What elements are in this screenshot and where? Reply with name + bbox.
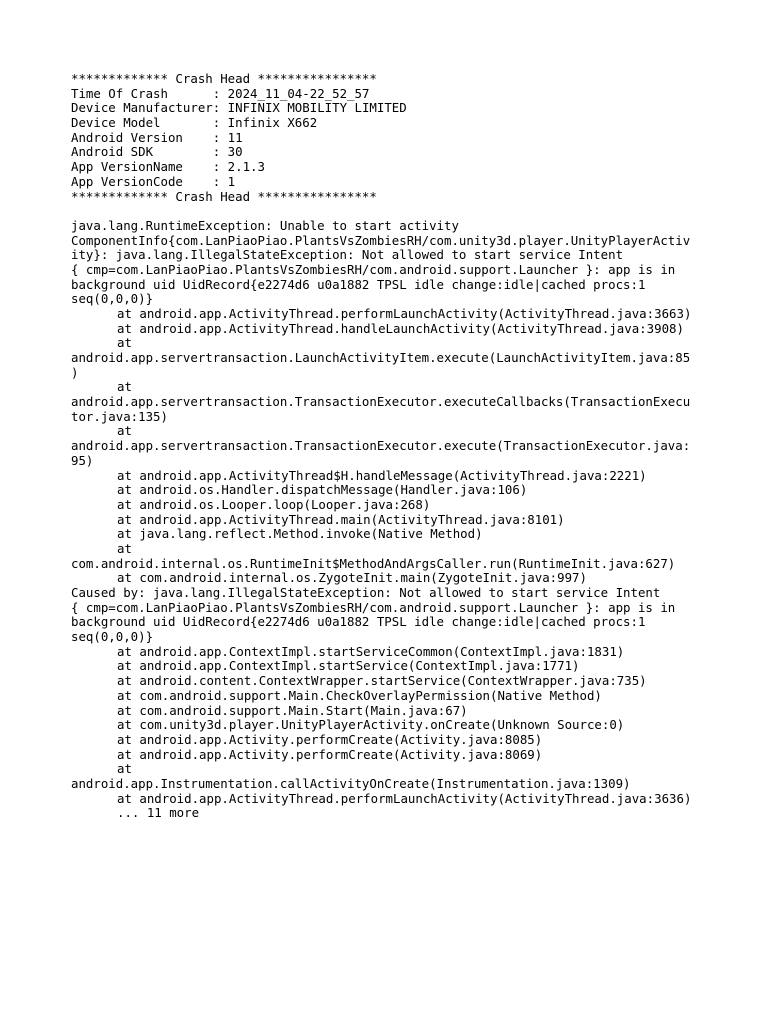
exception-line: java.lang.RuntimeException: Unable to start activity bbox=[71, 217, 459, 233]
stack-frame-line: at android.app.ActivityThread$H.handleMessage(ActivityThread.java:2221) bbox=[117, 467, 647, 483]
field-value: Infinix X662 bbox=[227, 115, 318, 131]
field-label: Android Version bbox=[71, 129, 213, 145]
stack-frame-line: at bbox=[117, 540, 132, 556]
caused-by-message bbox=[71, 586, 711, 645]
stack-frame-line: at com.android.support.Main.CheckOverlayPermission(Native Method) bbox=[117, 687, 602, 703]
field-label: Android SDK bbox=[71, 144, 213, 160]
field-separator: : bbox=[212, 129, 228, 145]
stack-trace-section bbox=[71, 219, 711, 821]
stack-frame-line: at android.app.ActivityThread.performLaunchActivity(ActivityThread.java:3663) bbox=[117, 305, 692, 321]
stack-frame-line: at bbox=[117, 423, 132, 439]
crash-head-field bbox=[71, 87, 711, 102]
exception-message bbox=[71, 219, 711, 307]
stack-frame-line: tor.java:135) bbox=[71, 408, 168, 424]
stack-frame-line: at android.app.ContextImpl.startServiceCommon(ContextImpl.java:1831) bbox=[117, 643, 625, 659]
exception-line: { cmp=com.LanPiaoPiao.PlantsVsZombiesRH/com.android.support.Launcher }: app is in bbox=[71, 261, 676, 277]
field-label: Device Manufacturer bbox=[71, 100, 213, 116]
field-separator: : bbox=[212, 100, 228, 116]
field-value: 11 bbox=[227, 129, 243, 145]
stack-frame-line: android.app.Instrumentation.callActivityOnCreate(Instrumentation.java:1309) bbox=[71, 775, 631, 791]
field-separator: : bbox=[212, 144, 228, 160]
stack-frame-line: at com.android.internal.os.ZygoteInit.main(ZygoteInit.java:997) bbox=[117, 570, 587, 586]
stack-frame-line: android.app.servertransaction.TransactionExecutor.execute(TransactionExecutor.java: bbox=[71, 438, 691, 454]
exception-line: seq(0,0,0)} bbox=[71, 291, 154, 307]
field-separator: : bbox=[212, 85, 228, 101]
crash-head-fields bbox=[71, 87, 711, 190]
field-value: 2.1.3 bbox=[227, 159, 265, 175]
stack-frame-line: at android.os.Looper.loop(Looper.java:268) bbox=[117, 496, 431, 512]
stack-frame-line: com.android.internal.os.RuntimeInit$MethodAndArgsCaller.run(RuntimeInit.java:627) bbox=[71, 555, 676, 571]
stack-frame-line: android.app.servertransaction.TransactionExecutor.executeCallbacks(TransactionExecu bbox=[71, 394, 691, 410]
stack-frame-line: at android.app.ActivityThread.performLaunchActivity(ActivityThread.java:3636) bbox=[117, 790, 692, 806]
stack-frame-line: at android.os.Handler.dispatchMessage(Handler.java:106) bbox=[117, 482, 528, 498]
caused-by-line: seq(0,0,0)} bbox=[71, 629, 154, 645]
crash-head-field bbox=[71, 175, 711, 190]
stack-frame-line: at android.app.ActivityThread.main(ActivityThread.java:8101) bbox=[117, 511, 565, 527]
stack-frame-line: ) bbox=[71, 364, 79, 380]
stack-frame-line: at bbox=[117, 379, 132, 395]
exception-line: ity}: java.lang.IllegalStateException: Not allowed to start service Intent bbox=[71, 247, 624, 263]
field-value: INFINIX MOBILITY LIMITED bbox=[227, 100, 407, 116]
stack-frame-line: at android.app.ActivityThread.handleLaunchActivity(ActivityThread.java:3908) bbox=[117, 320, 684, 336]
field-label: Device Model bbox=[71, 115, 213, 131]
field-label: Time Of Crash bbox=[71, 85, 213, 101]
crash-head-field bbox=[71, 160, 711, 175]
crash-head-field bbox=[71, 116, 711, 131]
crash-head-section bbox=[71, 72, 711, 204]
field-separator: : bbox=[212, 115, 228, 131]
field-separator: : bbox=[212, 173, 228, 189]
field-separator: : bbox=[212, 159, 228, 175]
field-label: App VersionCode bbox=[71, 173, 213, 189]
field-value: 1 bbox=[227, 173, 236, 189]
stack-frames-primary bbox=[71, 307, 711, 586]
stack-frame-line: at bbox=[117, 761, 132, 777]
exception-line: ComponentInfo{com.LanPiaoPiao.PlantsVsZombiesRH/com.unity3d.player.UnityPlayerActiv bbox=[71, 232, 691, 248]
crash-head-field bbox=[71, 101, 711, 116]
crash-log-document bbox=[71, 72, 711, 821]
stack-frame-line: at android.app.Activity.performCreate(Activity.java:8069) bbox=[117, 746, 543, 762]
stack-frame-line: ... 11 more bbox=[117, 805, 200, 821]
stack-frame-line: android.app.servertransaction.LaunchActivityItem.execute(LaunchActivityItem.java:85 bbox=[71, 350, 691, 366]
stack-frame-line: 95) bbox=[71, 452, 94, 468]
stack-frame-line: at android.content.ContextWrapper.startService(ContextWrapper.java:735) bbox=[117, 673, 647, 689]
crash-head-banner-bottom: ************* Crash Head **************** bbox=[71, 188, 377, 204]
exception-line: background uid UidRecord{e2274d6 u0a1882 TPSL idle change:idle|cached procs:1 bbox=[71, 276, 646, 292]
stack-frames-cause bbox=[71, 645, 711, 821]
section-spacer bbox=[71, 204, 711, 219]
stack-frame-line: at java.lang.reflect.Method.invoke(Native Method) bbox=[117, 526, 483, 542]
stack-frame-line: at com.android.support.Main.Start(Main.java:67) bbox=[117, 702, 468, 718]
field-label: App VersionName bbox=[71, 159, 213, 175]
caused-by-line: { cmp=com.LanPiaoPiao.PlantsVsZombiesRH/com.android.support.Launcher }: app is in bbox=[71, 599, 676, 615]
field-value: 30 bbox=[227, 144, 243, 160]
field-value: 2024_11_04-22_52_57 bbox=[227, 85, 370, 101]
crash-head-field bbox=[71, 131, 711, 146]
stack-frame-line: at android.app.Activity.performCreate(Activity.java:8085) bbox=[117, 731, 543, 747]
crash-head-field bbox=[71, 145, 711, 160]
caused-by-line: background uid UidRecord{e2274d6 u0a1882 TPSL idle change:idle|cached procs:1 bbox=[71, 614, 646, 630]
stack-frame-line: at android.app.ContextImpl.startService(ContextImpl.java:1771) bbox=[117, 658, 580, 674]
crash-head-banner-top: ************* Crash Head **************** bbox=[71, 71, 377, 86]
stack-frame-line: at bbox=[117, 335, 132, 351]
stack-frame-line: at com.unity3d.player.UnityPlayerActivity.onCreate(Unknown Source:0) bbox=[117, 717, 625, 733]
caused-by-line: Caused by: java.lang.IllegalStateException: Not allowed to start service Intent bbox=[71, 585, 661, 601]
